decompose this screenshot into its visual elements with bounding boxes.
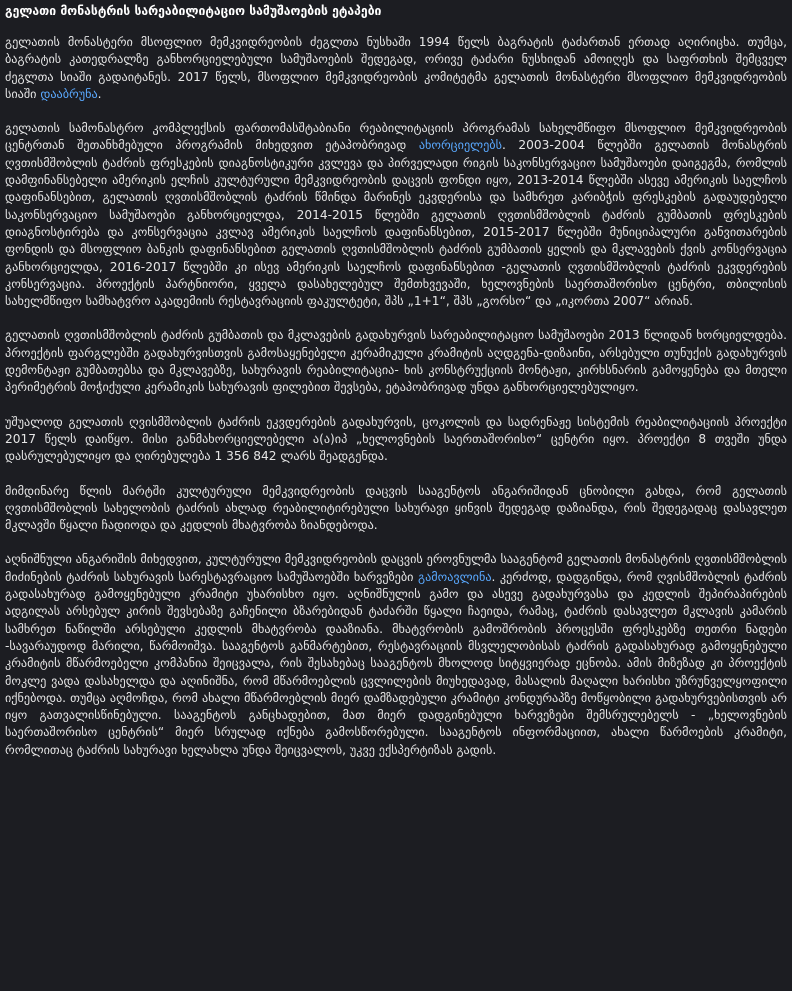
paragraph-6-rest: . კერძოდ, დადგინდა, რომ ღვისმშობლის ტაძრის გადასახურად გამოყენებული კრამიტი უხარისხო იყო. აღნიშნულის გამო და ასევე გადახურვასა და კედლის შეპირაპირების ადგილას არსებულ კირის შევსებაზე გაჩენილი ბზარებიდან ტაძარში წყალი ჩაეიდა, რამაც, ტაძრის დასავლეთ მკლავის კამარის სამხრეთ ნაწილში არსებული კედლის მხატვრობა დააზიანა. მხატვრობის გამოშრობის პროცესში ფრესკებზე თეთრი ნადები -სავარაუდოდ მარილი, წარმოიშვა. სააგენტოს განმარტებით, რესტავრაციის მსვლელობისას ტაძრის გადასახურად გამოყენებული კრამიტის მწარმოებელი კომპანია შეიცვალა, რის შესახებაც სააგენტოს მხოლოდ სიტყვიერად ეცნობა. ამის მიზეზად კი პროექტის მოკლე ვადა დასახელდა და აღინიშნა, რომ მწარმოებლის ცვლილების მიუხედავად, მასალის მაღალი ხარისხი უზრუნველყოფილი იქნებოდა. თუმცა აღმოჩდა, რომ ახალი მწარმოებლის მიერ დამზადებული კრამიტი კონდურაპზე მოწყობილი გადახურვებისთვის არ იყო გათვალისწინებული. სააგენტოს განცხადებით, მათ მიერ დადგინებული ხარვეზები შემსრულებელს - „ხელოვნების საერთაშორისო ცენტრის“ მიერ სრულად იქნება გამოსწორებული. სააგენტოს ინფორმაციით, ახალი წარმოების კრამიტი, რომლითაც ტაძრის სახურავი ხელახლა უნდა შეიცვალოს, უკვე ექსპერტიზას გადის. (5, 569, 788, 757)
link-returned[interactable]: დააბრუნა (40, 86, 98, 101)
paragraph-1 (5, 34, 787, 103)
paragraph-1-text: გელათის მონასტერი მსოფლიო მემკვიდრეობის ძეგლთა ნუსხაში 1994 წელს ბაგრატის ტაძართან ერთად აღირიცხა. თუმცა, ბაგრატის კათედრალზე განხორციელებული სამუშაოების შედეგად, ორივე ტაძარი ნუსხიდან ამოიღეს და საფრთხის შემცველ ძეგლთა სიაში გადაიტანეს. 2017 წელს, მსოფლიო მემკვიდრეობის კომიტეტმა გელათის მონასტერი მსოფლიო მემკვიდრეობის სიაში (5, 35, 787, 101)
paragraph-2-rest: . 2003-2004 წლებში გელათის მონასტრის ღვთისმშობლის ტაძრის ფრესკების დიაგნოსტიკური კვლევა და პირველადი რიგის საკონსერვაციო სამუშაოები დაიგეგმა, რომლის დამფინანსებელი ამერიკის ელჩის კულტურული მემკვიდრეობის დაცვის ფონდი იყო, 2013-2014 წლებში ასევე ამერიკის საელჩოს დაფინანსებით, გელათის ღვთისმშობლის ტაძრის წმინდა მარინეს ეკვდერისა და სამხრეთ კარიბჭის ფრესკების გადაუდებელი საკონსერვაციო სამუშაოები განხორციელდა, 2014-2015 წლებში გელათის ღვთისმშობლის ტაძრის გუმბათის ფრესკების დიაგნოსტირება და კონსერვაცია კვლავ ამერიკის საელჩოს დაფინანსებით, 2015-2017 წლებში მუნიციპალური განვითარების ფონდის და მსოფლიო ბანკის დაფინანსებით გელათის ღვთისმშობლის ტაძრის გუმბათის ყელის და მკლავების ქვის კონსერვაცია განხორციელდა, 2016-2017 წლებში კი ისევ ამერიკის საელჩოს დაფინანსებით -გელათის ღვთისმშობლის ტაძრის ეკვდერების კონსერვაცია. პროექტის პარტნიორი, ყველა დასახელებულ შემთხვევაში, ხელოვნების საერთაშორისო ცენტრი, თბილისის სახელმწიფო სამხატვრო აკადემიის რესტავრაციის ფაკულტეტი, შპს „1+1“, შპს „გორსო“ და „იკორთა 2007“ არიან. (5, 138, 787, 309)
article (0, 3, 792, 759)
link-revealed[interactable]: გამოავლინა (418, 569, 492, 584)
paragraph-3: გელათის ღვთისმშობლის ტაძრის გუმბათის და მკლავების გადახურვის სარეაბილიტაციო სამუშაოები 2013 წლიდან ხორციელდება. პროექტის ფარგლებში გადახურვისთვის გამოსაყენებელი კერამიკული კრამიტის აღდგენა-დიზაინი, არსებული თუნუქის გადახურვის დემონტაჟი გუმბათებსა და მკლავებზე, სახურავის რეაბილიტაცია- ხის კონსტრუქციის მონტაჟი, კირხსნარის გამოყენება და მთელი პერიმეტრის მოჭიქული კერამიკის სახურავის ფილებით შევსება, ეტაპობრივად უნდა განხორციელებულიყო. (5, 328, 787, 395)
paragraph-4: უშუალოდ გელათის ღვისმშობლის ტაძრის ეკვდერების გადახურვის, ცოკოლის და სადრენაჟე სისტემის რეაბილიტაციის პროექტი 2017 წელს დაიწყო. მისი განმახორციელებელი ა(ა)იპ „ხელოვნების საერთაშორისო“ ცენტრი იყო. პროექტი 8 თვეში უნდა დასრულებულიყო და ღირებულება 1 356 842 ლარს შეადგენდა. (5, 414, 787, 464)
paragraph-6-start: აღნიშნული ანგარიშის მიხედვით, კულტურული მემკვიდრეობის დაცვის ეროვნულმა სააგენტომ გელათის მონასტრის ღვთისმშობლის მიძინების ტაძრის სახურავის სარესტავრაციო სამუშაოებში ხარვეზები (5, 552, 787, 584)
link-implements[interactable]: ახორციელებს (418, 138, 502, 153)
paragraph-2-start: გელათის სამონასტრო კომპლექსის ფართომასშტაბიანი რეაბილიტაციის პროგრამას სახელმწიფო მსოფლიო მემკვიდრეობის ცენტრთან შეთანხმებული პროგრამის მიხედვით ეტაპობრივად (5, 121, 787, 153)
paragraph-1-end: . (97, 86, 102, 101)
paragraph-2 (5, 120, 787, 310)
paragraph-5: მიმდინარე წლის მარტში კულტურული მემკვიდრეობის დაცვის სააგენტოს ანგარიშიდან ცნობილი გახდა, რომ გელათის ღვთისმშობლის სახელობის ტაძრის ახლად რეაბილიტირებული სახურავი ყინვის შედეგად დაზიანდა, რის შედეგადაც დასავლეთ მკლავში წყალი ჩადიოდა და კედლის მხატვრობა ზიანდებოდა. (5, 483, 787, 533)
paragraph-6 (5, 551, 787, 759)
article-title: გელათი მონასტრის სარეაბილიტაციო სამუშაოების ეტაპები (5, 4, 382, 18)
